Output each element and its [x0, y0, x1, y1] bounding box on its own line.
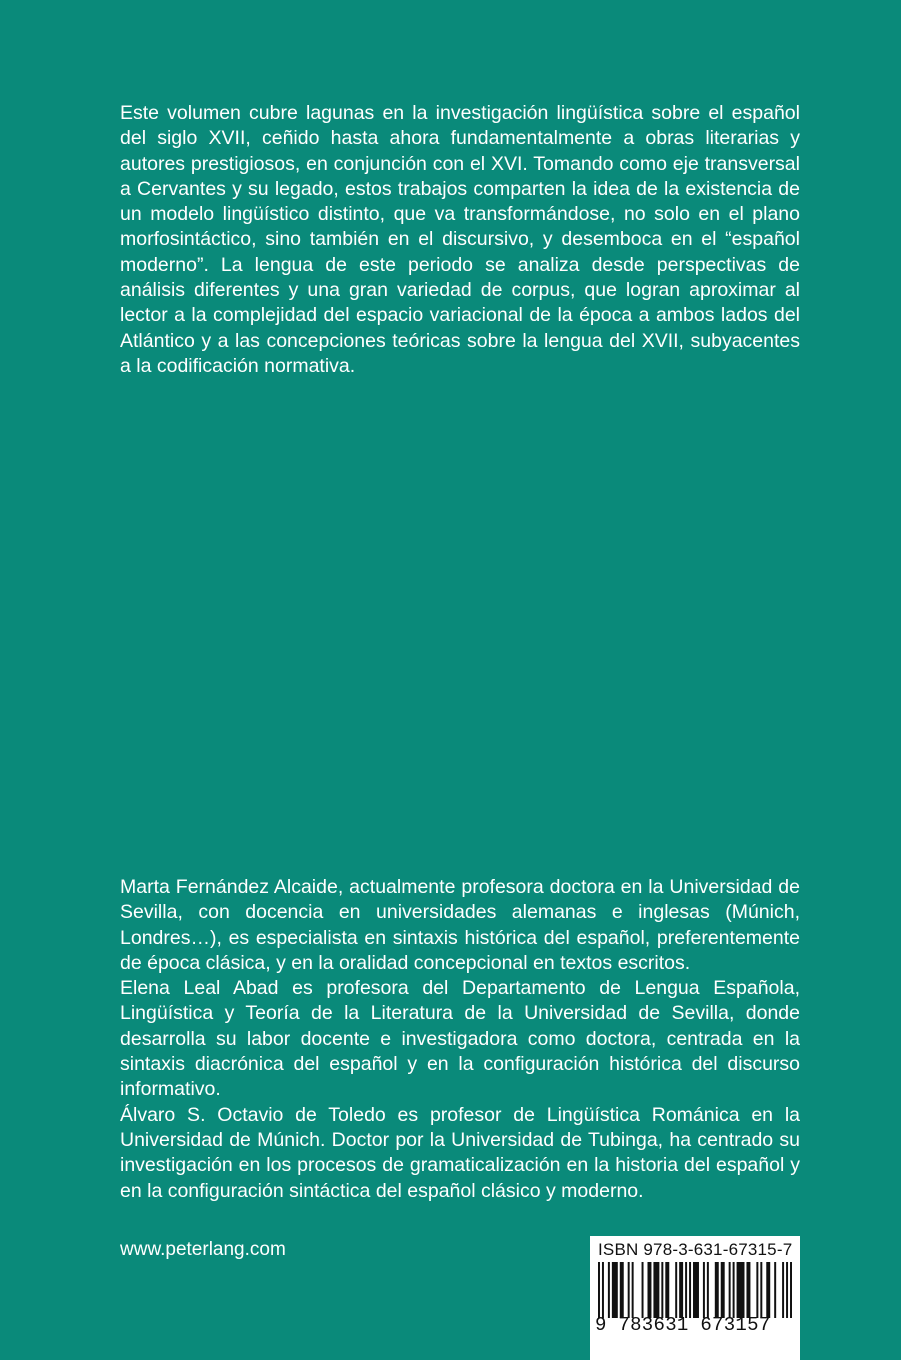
- book-description: [120, 101, 800, 379]
- publisher-website[interactable]: www.peterlang.com: [120, 1239, 286, 1260]
- author-bios: [120, 875, 800, 1204]
- barcode-icon: [598, 1262, 792, 1318]
- author-bio-leal-abad: Elena Leal Abad es profesora del Departamento de Lengua Española, Lingüística y Teoría de la Literatura de la Universidad de Sevilla, donde desarrolla su labor docente e investigadora como doctora, centrada en la sintaxis diacrónica del español y en la configuración histórica del discurso informativo.: [120, 977, 800, 1101]
- isbn-barcode-box: [590, 1236, 800, 1360]
- description-paragraph: Este volumen cubre lagunas en la investigación lingüística sobre el español del siglo XVII, ceñido hasta ahora fundamentalmente a obras literarias y autores prestigiosos, en conjunción con el XVI. Tomando como eje transversal a Cervantes y su legado, estos trabajos comparten la idea de la existencia de un modelo lingüístico distinto, que va transformándose, no solo en el plano morfosintáctico, sino también en el discursivo, y desemboca en el “español moderno”. La lengua de este periodo se analiza desde perspectivas de análisis diferentes y una gran variedad de corpus, que logran aproximar al lector a la complejidad del espacio variacional de la época a ambos lados del Atlántico y a las concepciones teóricas sobre la lengua del XVII, subyacentes a la codificación normativa.: [120, 102, 800, 377]
- author-bio-fernandez-alcaide: Marta Fernández Alcaide, actualmente profesora doctora en la Universidad de Sevilla, con docencia en universidades alemanas e inglesas (Múnich, Londres…), es especialista en sintaxis histórica del español, preferentemente de época clásica, y en la oralidad concepcional en textos escritos.: [120, 876, 800, 974]
- isbn-label: ISBN 978-3-631-67315-7: [598, 1240, 793, 1259]
- barcode-digits: 9 783631 673157: [595, 1314, 771, 1336]
- author-bio-octavio-de-toledo: Álvaro S. Octavio de Toledo es profesor de Lingüística Románica en la Universidad de Múnich. Doctor por la Universidad de Tubinga, ha centrado su investigación en los procesos de gramaticalización en la historia del español y en la configuración sintáctica del español clásico y moderno.: [120, 1103, 800, 1202]
